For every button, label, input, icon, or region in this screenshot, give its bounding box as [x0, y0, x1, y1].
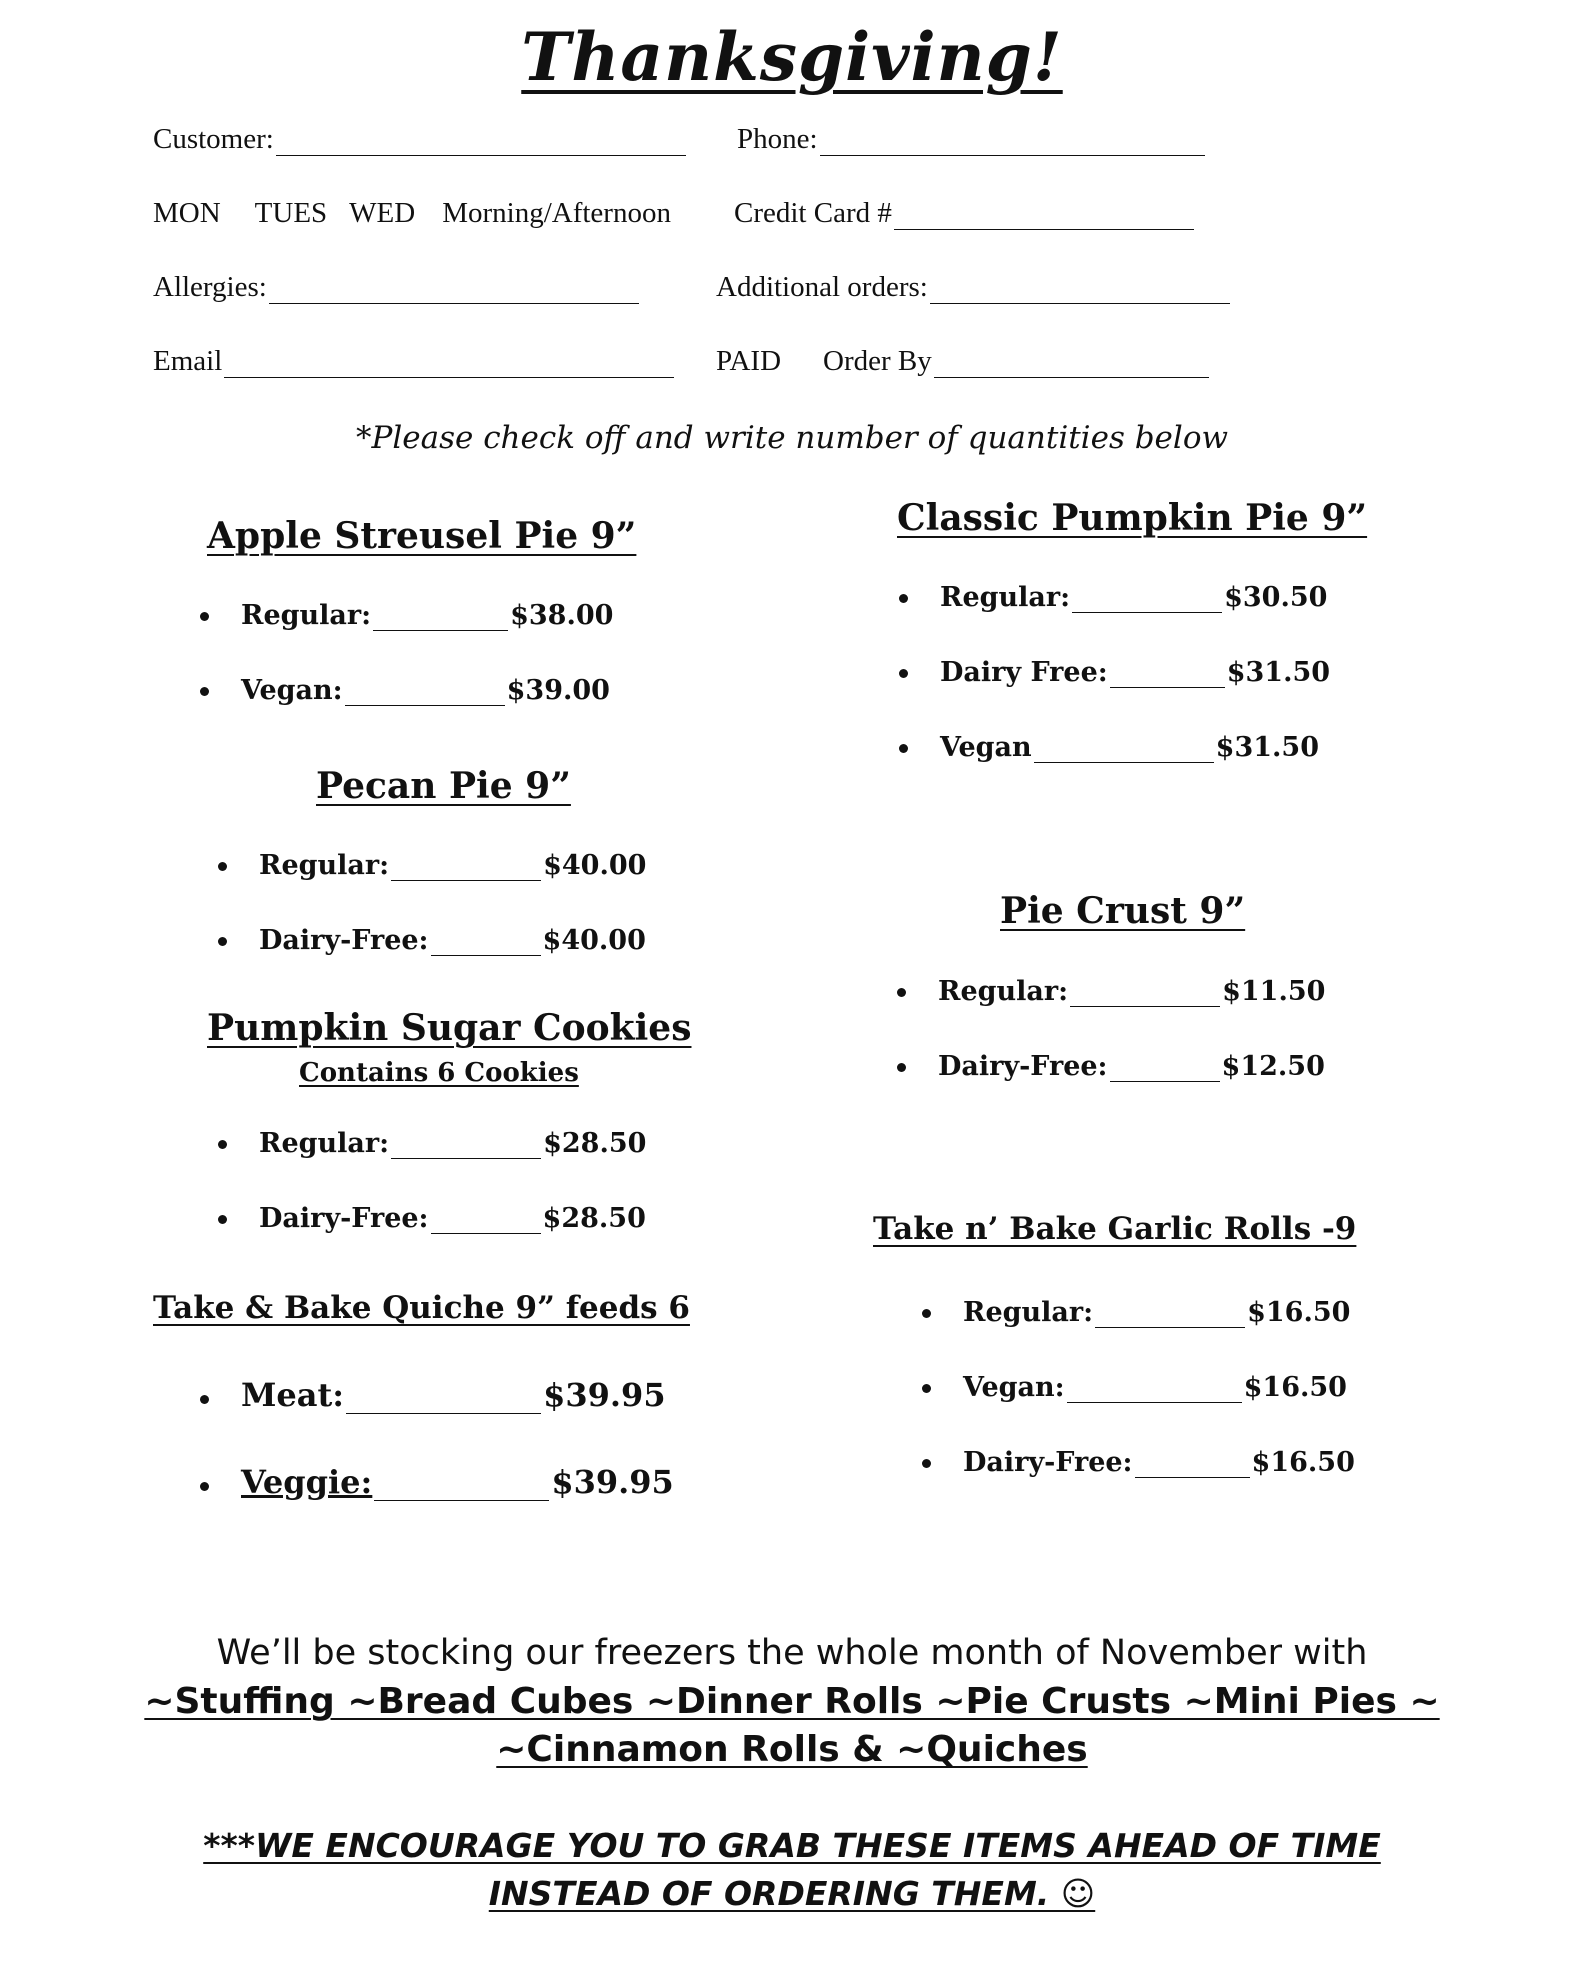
quantity-blank[interactable] — [1070, 984, 1220, 1007]
item-price: $40.00 — [543, 850, 647, 881]
item-label: Vegan: — [963, 1372, 1065, 1403]
item-label: Vegan: — [241, 675, 343, 706]
footer-freezer-items: ~Stuffing ~Bread Cubes ~Dinner Rolls ~Pie Crusts ~Mini Pies ~ — [144, 1681, 1440, 1722]
order-by-label: Order By — [823, 345, 932, 377]
email-blank[interactable] — [224, 351, 674, 378]
pecan-dairyfree-row[interactable] — [218, 925, 646, 956]
bullet-icon — [897, 1063, 906, 1072]
quantity-blank[interactable] — [391, 1136, 541, 1159]
quantity-blank[interactable] — [1135, 1455, 1250, 1478]
bullet-icon — [218, 1215, 227, 1224]
pecan-regular-row[interactable] — [218, 850, 646, 881]
day-options — [153, 197, 671, 230]
item-price: $30.50 — [1224, 582, 1328, 613]
quantity-blank[interactable] — [1110, 1059, 1220, 1082]
day-wed[interactable]: WED — [349, 197, 416, 229]
instruction-text: *Please check off and write number of quantities below — [355, 420, 1229, 456]
paid-order-by — [716, 345, 1209, 378]
item-price: $31.50 — [1226, 657, 1331, 688]
apple-pie-heading: Apple Streusel Pie 9” — [207, 515, 637, 557]
cookies-dairyfree-row[interactable] — [218, 1203, 646, 1234]
pecan-pie-heading: Pecan Pie 9” — [316, 765, 571, 807]
garlic-rolls-heading: Take n’ Bake Garlic Rolls -9 — [873, 1211, 1357, 1247]
quantity-blank[interactable] — [391, 858, 541, 881]
bullet-icon — [899, 744, 908, 753]
additional-orders-label: Additional orders: — [716, 271, 928, 303]
item-price: $38.00 — [510, 600, 614, 631]
bullet-icon — [922, 1309, 931, 1318]
item-label: Dairy-Free: — [259, 925, 429, 956]
item-label: Dairy Free: — [940, 657, 1108, 688]
time-of-day-option[interactable]: Morning/Afternoon — [442, 197, 671, 229]
cookies-regular-row[interactable] — [218, 1128, 646, 1159]
bullet-icon — [922, 1384, 931, 1393]
item-price: $39.95 — [551, 1463, 674, 1501]
item-price: $28.50 — [543, 1128, 647, 1159]
item-price: $28.50 — [542, 1203, 646, 1234]
item-price: $12.50 — [1221, 1051, 1325, 1082]
item-price: $16.50 — [1247, 1297, 1351, 1328]
bullet-icon — [200, 687, 209, 696]
email-field[interactable] — [153, 345, 674, 378]
quantity-blank[interactable] — [374, 1478, 549, 1501]
quantity-blank[interactable] — [1034, 740, 1214, 763]
day-tues[interactable]: TUES — [254, 197, 328, 229]
allergies-field[interactable] — [153, 271, 639, 304]
pumpkin-pie-heading: Classic Pumpkin Pie 9” — [897, 497, 1368, 539]
cookies-heading: Pumpkin Sugar Cookies — [207, 1007, 692, 1049]
item-label: Meat: — [241, 1376, 345, 1414]
pumpkin-dairyfree-row[interactable] — [899, 657, 1330, 688]
crust-dairyfree-row[interactable] — [897, 1051, 1325, 1082]
bullet-icon — [218, 937, 227, 946]
customer-label: Customer: — [153, 123, 274, 155]
item-label: Regular: — [940, 582, 1071, 613]
item-label: Dairy-Free: — [259, 1203, 429, 1234]
bullet-icon — [200, 1395, 209, 1404]
email-label: Email — [153, 345, 223, 377]
item-price: $11.50 — [1222, 976, 1326, 1007]
item-price: $16.50 — [1251, 1447, 1355, 1478]
quantity-blank[interactable] — [431, 933, 541, 956]
cookies-subheading: Contains 6 Cookies — [299, 1058, 579, 1088]
customer-field[interactable] — [153, 123, 686, 156]
additional-orders-blank[interactable] — [930, 277, 1230, 304]
item-label: Dairy-Free: — [963, 1447, 1133, 1478]
bullet-icon — [218, 862, 227, 871]
phone-label: Phone: — [737, 123, 818, 155]
quiche-heading: Take & Bake Quiche 9” feeds 6 — [153, 1290, 690, 1326]
rolls-dairyfree-row[interactable] — [922, 1447, 1355, 1478]
item-label: Regular: — [259, 850, 390, 881]
customer-blank[interactable] — [276, 129, 686, 156]
paid-checkbox-label[interactable]: PAID — [716, 345, 782, 377]
allergies-blank[interactable] — [269, 277, 639, 304]
footer-announcement: We’ll be stocking our freezers the whole month of November with — [216, 1633, 1368, 1673]
credit-card-blank[interactable] — [894, 203, 1194, 230]
item-price: $16.50 — [1243, 1372, 1347, 1403]
credit-card-field[interactable] — [734, 197, 1194, 230]
quantity-blank[interactable] — [1067, 1380, 1242, 1403]
item-label: Dairy-Free: — [938, 1051, 1108, 1082]
quiche-meat-row[interactable] — [200, 1376, 666, 1414]
quantity-blank[interactable] — [1095, 1305, 1245, 1328]
page-title: Thanksgiving! — [521, 18, 1063, 96]
quantity-blank[interactable] — [1072, 590, 1222, 613]
quiche-veggie-row[interactable] — [200, 1463, 674, 1501]
item-label: Regular: — [259, 1128, 390, 1159]
item-price: $40.00 — [542, 925, 646, 956]
quantity-blank[interactable] — [431, 1211, 541, 1234]
apple-vegan-row[interactable] — [200, 675, 610, 706]
bullet-icon — [218, 1140, 227, 1149]
pumpkin-vegan-row[interactable] — [899, 732, 1319, 763]
additional-orders-field[interactable] — [716, 271, 1230, 304]
pumpkin-regular-row[interactable] — [899, 582, 1327, 613]
item-label: Regular: — [963, 1297, 1094, 1328]
item-price: $39.95 — [543, 1376, 666, 1414]
rolls-regular-row[interactable] — [922, 1297, 1350, 1328]
footer-encourage-2: INSTEAD OF ORDERING THEM. ☺ — [488, 1874, 1096, 1913]
footer-freezer-items-2: ~Cinnamon Rolls & ~Quiches — [496, 1729, 1088, 1770]
item-price: $39.00 — [506, 675, 610, 706]
rolls-vegan-row[interactable] — [922, 1372, 1347, 1403]
bullet-icon — [897, 988, 906, 997]
crust-regular-row[interactable] — [897, 976, 1325, 1007]
footer-encourage: ***WE ENCOURAGE YOU TO GRAB THESE ITEMS AHEAD OF TIME — [203, 1826, 1381, 1865]
quantity-blank[interactable] — [373, 608, 508, 631]
day-mon[interactable]: MON — [153, 197, 221, 229]
order-by-blank[interactable] — [934, 351, 1209, 378]
item-label: Veggie: — [241, 1463, 373, 1501]
item-label: Regular: — [938, 976, 1069, 1007]
bullet-icon — [922, 1459, 931, 1468]
allergies-label: Allergies: — [153, 271, 267, 303]
pie-crust-heading: Pie Crust 9” — [1000, 890, 1246, 932]
phone-blank[interactable] — [820, 129, 1205, 156]
bullet-icon — [200, 1482, 209, 1491]
bullet-icon — [899, 669, 908, 678]
bullet-icon — [899, 594, 908, 603]
quantity-blank[interactable] — [345, 683, 505, 706]
bullet-icon — [200, 612, 209, 621]
item-label: Vegan — [940, 732, 1032, 763]
quantity-blank[interactable] — [1110, 665, 1225, 688]
item-label: Regular: — [241, 600, 372, 631]
item-price: $31.50 — [1215, 732, 1319, 763]
credit-card-label: Credit Card # — [734, 197, 892, 229]
quantity-blank[interactable] — [346, 1391, 541, 1414]
phone-field[interactable] — [737, 123, 1205, 156]
apple-regular-row[interactable] — [200, 600, 613, 631]
